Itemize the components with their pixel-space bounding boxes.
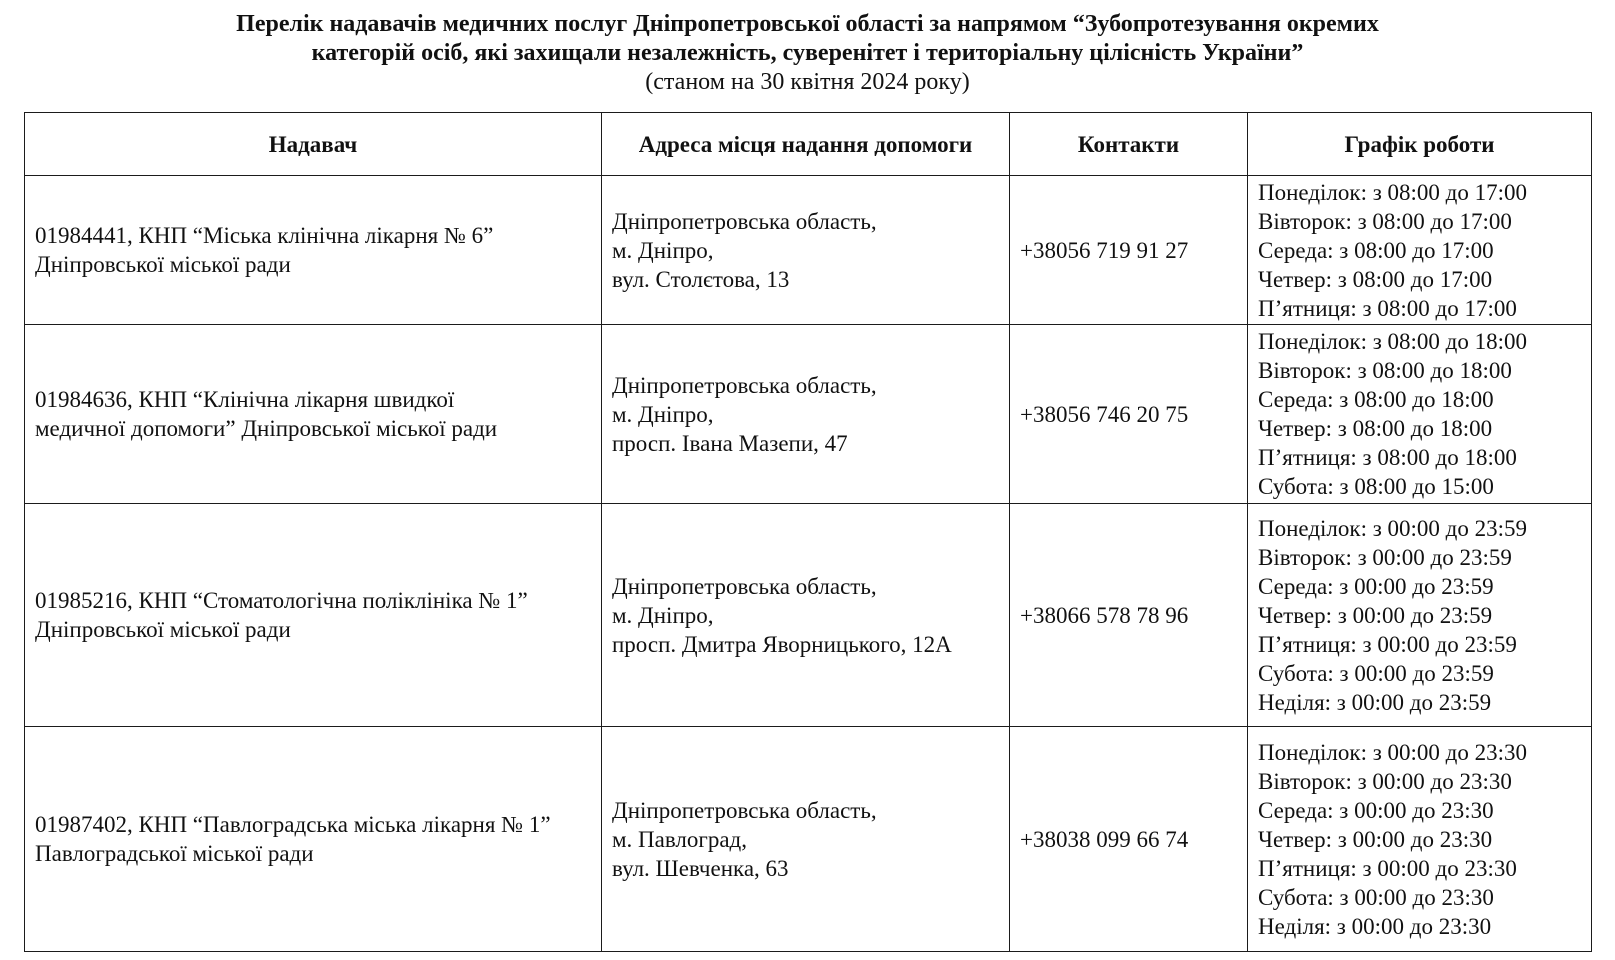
address-cell <box>602 325 1010 504</box>
schedule-cell <box>1248 727 1592 952</box>
header-schedule: Графік роботи <box>1248 113 1592 176</box>
address-line: Дніпропетровська область, <box>612 372 877 398</box>
provider-name: Дніпровської міської ради <box>35 617 291 642</box>
schedule-cell <box>1248 325 1592 504</box>
phone-number: +38038 099 66 74 <box>1020 826 1189 852</box>
provider-name: 01985216, КНП “Стоматологічна поліклініка № 1” <box>35 588 528 613</box>
schedule-line: Субота: з 00:00 до 23:30 <box>1258 884 1494 910</box>
address-cell <box>602 176 1010 325</box>
address-cell <box>602 504 1010 727</box>
page-title <box>0 10 1615 97</box>
address-line: м. Дніпро, <box>612 401 714 427</box>
address-line: Дніпропетровська область, <box>612 573 877 599</box>
address-line: просп. Івана Мазепи, 47 <box>612 430 848 456</box>
schedule-cell <box>1248 504 1592 727</box>
provider-name: медичної допомоги” Дніпровської міської ради <box>35 416 498 441</box>
table-row <box>25 727 1592 952</box>
schedule-line: П’ятниця: з 08:00 до 17:00 <box>1258 295 1517 321</box>
address-line: м. Павлоград, <box>612 826 748 852</box>
schedule-line: Неділя: з 00:00 до 23:30 <box>1258 913 1492 939</box>
schedule-line: Вівторок: з 00:00 до 23:59 <box>1258 544 1512 570</box>
title-line-1: Перелік надавачів медичних послуг Дніпропетровської області за напрямом “Зубопротезування окремих <box>236 11 1379 37</box>
schedule-line: Середа: з 00:00 до 23:59 <box>1258 573 1494 599</box>
schedule-line: П’ятниця: з 00:00 до 23:59 <box>1258 631 1517 657</box>
table-row <box>25 176 1592 325</box>
schedule-cell <box>1248 176 1592 325</box>
table-header-row <box>25 113 1592 176</box>
schedule-line: Четвер: з 00:00 до 23:59 <box>1258 602 1493 628</box>
provider-name: 01987402, КНП “Павлоградська міська лікарня № 1” <box>35 812 551 837</box>
provider-name: Павлоградської міської ради <box>35 841 314 866</box>
address-line: м. Дніпро, <box>612 237 714 263</box>
address-line: м. Дніпро, <box>612 602 714 628</box>
schedule-line: Четвер: з 08:00 до 17:00 <box>1258 266 1493 292</box>
provider-cell <box>25 325 602 504</box>
schedule-line: Субота: з 08:00 до 15:00 <box>1258 474 1494 499</box>
schedule-line: Четвер: з 00:00 до 23:30 <box>1258 826 1493 852</box>
schedule-line: Вівторок: з 08:00 до 17:00 <box>1258 208 1512 234</box>
schedule-line: Вівторок: з 00:00 до 23:30 <box>1258 768 1512 794</box>
provider-cell <box>25 504 602 727</box>
address-line: просп. Дмитра Яворницького, 12А <box>612 631 952 657</box>
contact-cell <box>1010 325 1248 504</box>
table-row <box>25 504 1592 727</box>
contact-cell <box>1010 176 1248 325</box>
provider-cell <box>25 176 602 325</box>
phone-number: +38056 719 91 27 <box>1020 237 1189 263</box>
provider-name: 01984636, КНП “Клінічна лікарня швидкої <box>35 387 455 412</box>
schedule-line: Четвер: з 08:00 до 18:00 <box>1258 416 1493 441</box>
header-address: Адреса місця надання допомоги <box>602 113 1010 176</box>
title-line-2: категорій осіб, які захищали незалежність, суверенітет і територіальну цілісність України” <box>311 40 1304 66</box>
providers-table <box>24 112 1592 952</box>
schedule-line: Понеділок: з 00:00 до 23:59 <box>1258 515 1528 541</box>
schedule-line: Понеділок: з 08:00 до 17:00 <box>1258 179 1528 205</box>
schedule-line: Понеділок: з 08:00 до 18:00 <box>1258 329 1528 354</box>
phone-number: +38066 578 78 96 <box>1020 602 1189 628</box>
phone-number: +38056 746 20 75 <box>1020 401 1189 427</box>
schedule-line: Середа: з 08:00 до 18:00 <box>1258 387 1494 412</box>
contact-cell <box>1010 504 1248 727</box>
address-cell <box>602 727 1010 952</box>
address-line: вул. Столєтова, 13 <box>612 266 790 292</box>
title-date-line: (станом на 30 квітня 2024 року) <box>645 69 970 95</box>
header-contacts: Контакти <box>1010 113 1248 176</box>
schedule-line: Вівторок: з 08:00 до 18:00 <box>1258 358 1512 383</box>
schedule-line: Середа: з 08:00 до 17:00 <box>1258 237 1494 263</box>
schedule-line: П’ятниця: з 08:00 до 18:00 <box>1258 445 1517 470</box>
schedule-line: Субота: з 00:00 до 23:59 <box>1258 660 1494 686</box>
address-line: Дніпропетровська область, <box>612 797 877 823</box>
address-line: вул. Шевченка, 63 <box>612 855 789 881</box>
header-provider: Надавач <box>25 113 602 176</box>
schedule-line: Понеділок: з 00:00 до 23:30 <box>1258 739 1528 765</box>
address-line: Дніпропетровська область, <box>612 208 877 234</box>
table-row <box>25 325 1592 504</box>
provider-cell <box>25 727 602 952</box>
provider-name: 01984441, КНП “Міська клінічна лікарня № 6” <box>35 223 494 248</box>
schedule-line: П’ятниця: з 00:00 до 23:30 <box>1258 855 1517 881</box>
schedule-line: Неділя: з 00:00 до 23:59 <box>1258 689 1492 715</box>
provider-name: Дніпровської міської ради <box>35 252 291 277</box>
schedule-line: Середа: з 00:00 до 23:30 <box>1258 797 1494 823</box>
contact-cell <box>1010 727 1248 952</box>
